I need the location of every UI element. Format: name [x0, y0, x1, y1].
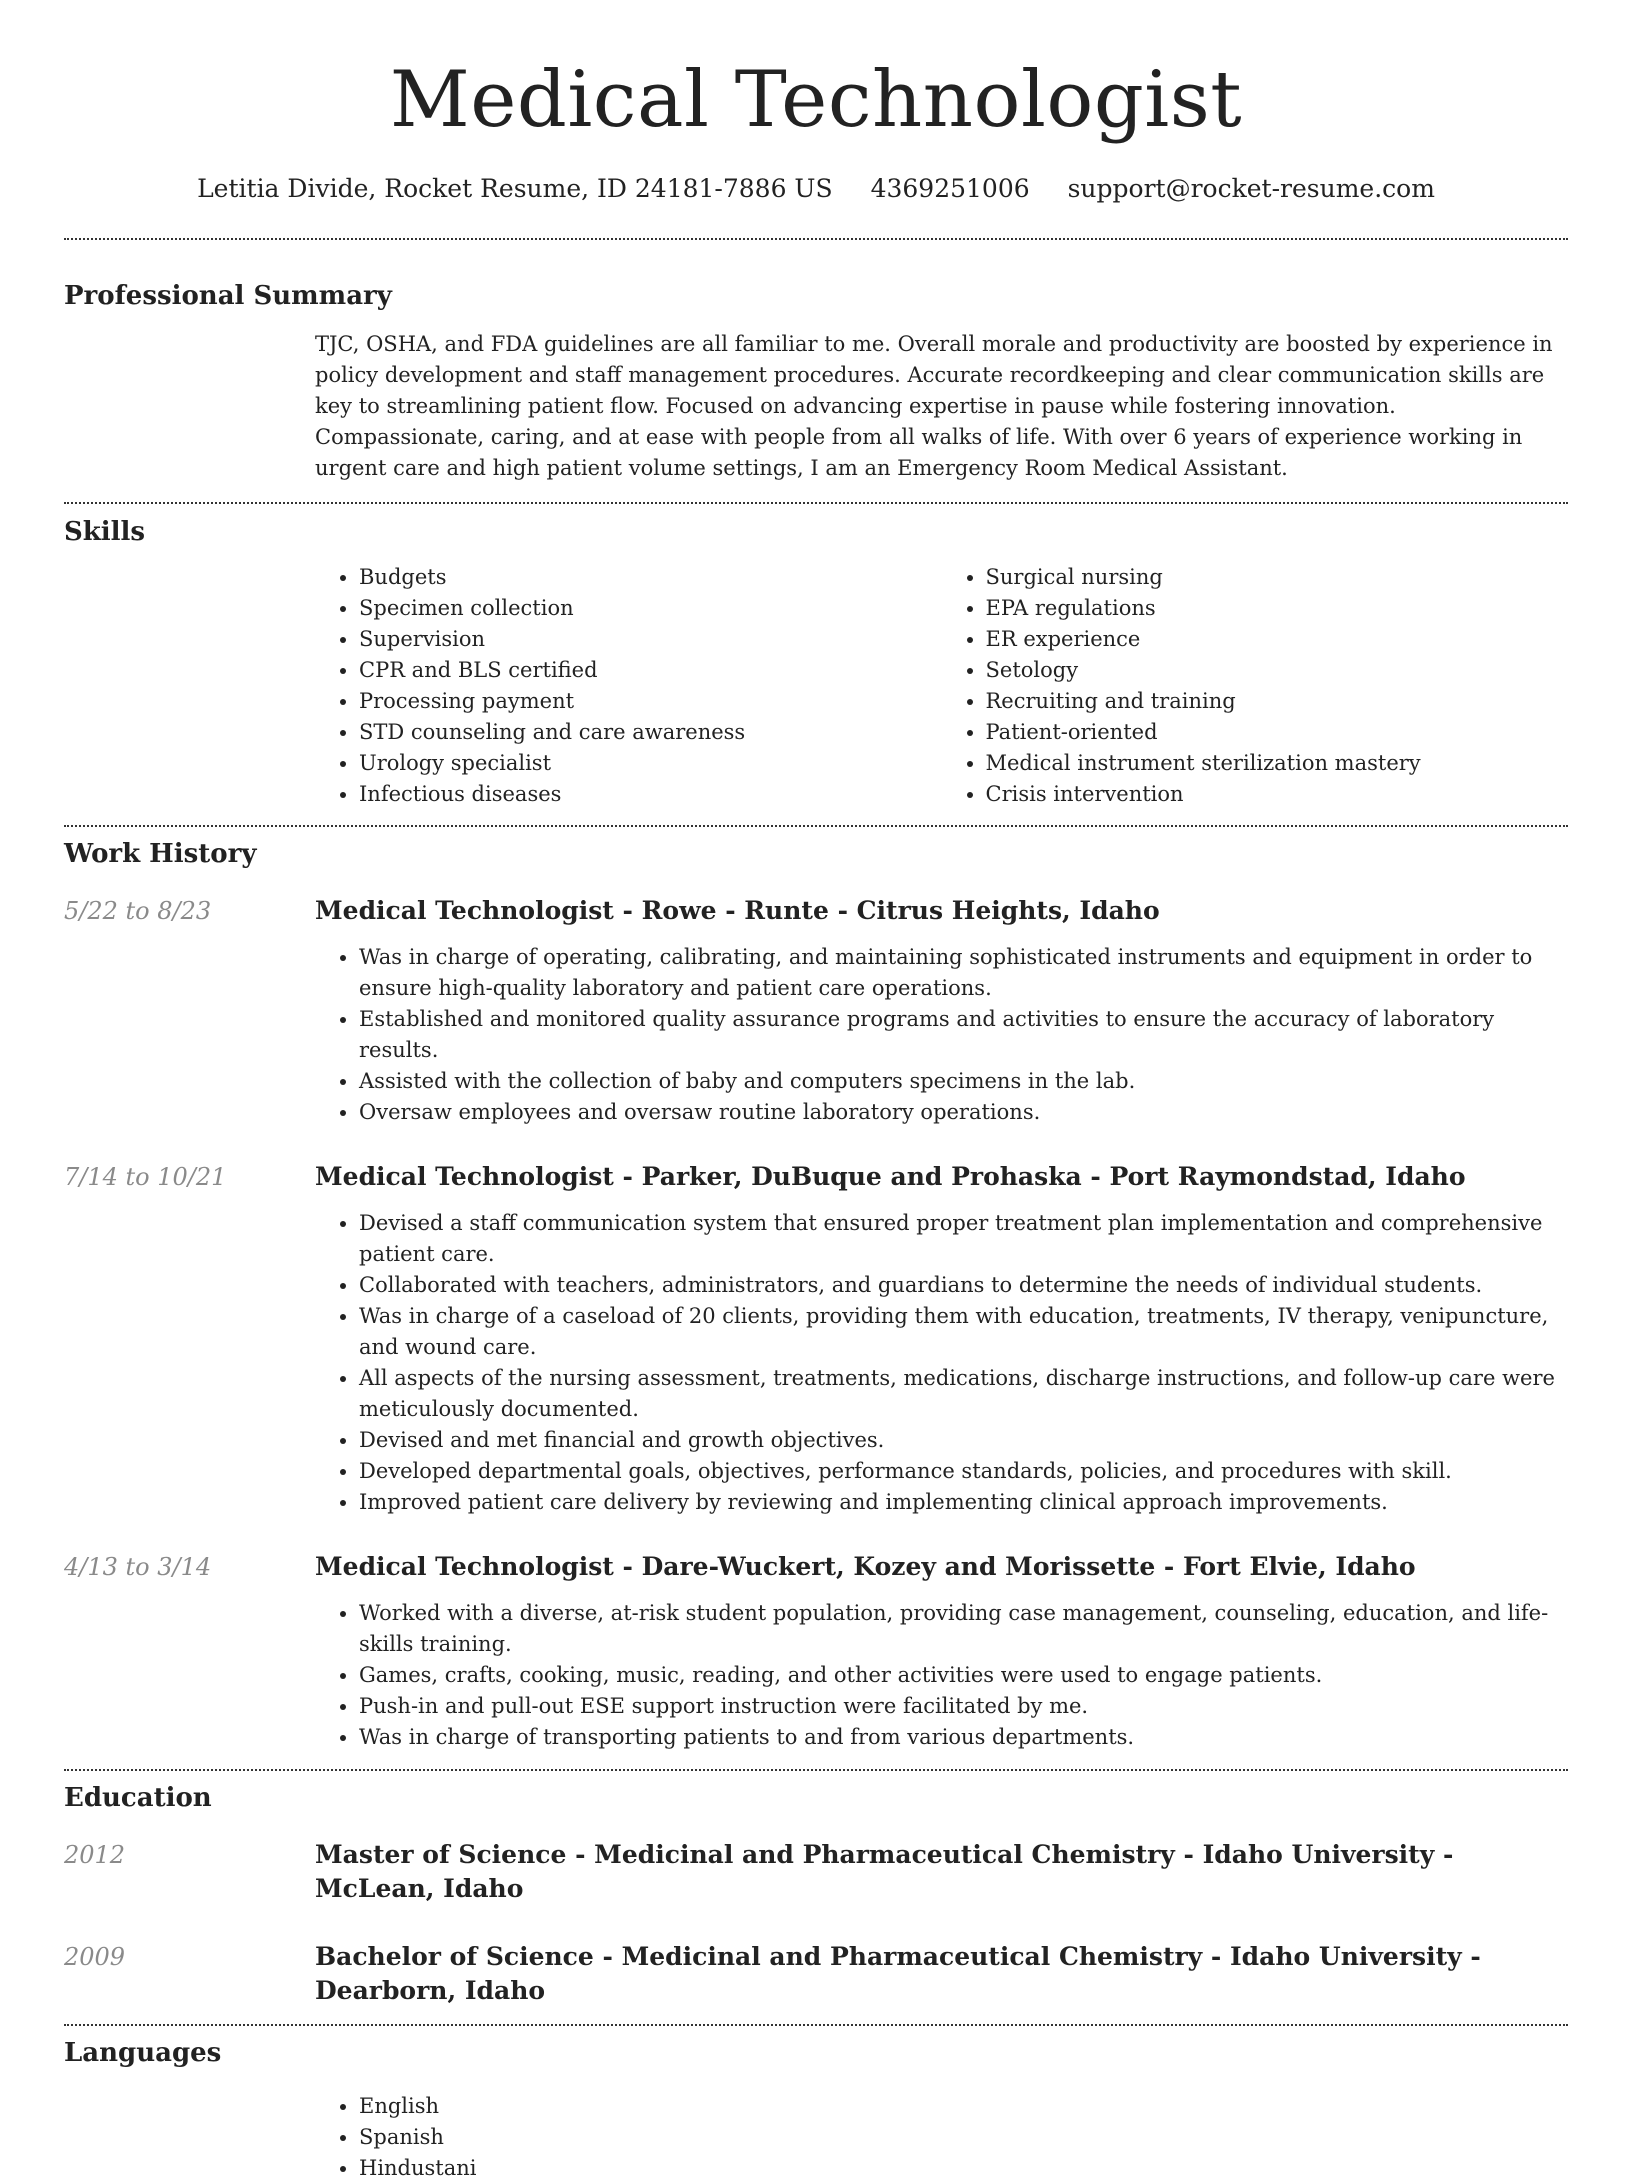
contact-phone: 4369251006	[870, 174, 1030, 203]
job-bullet: • All aspects of the nursing assessment, treatments, medications, discharge instructions, and follow-up care were meticulously documented.	[359, 1363, 1568, 1425]
skill-item: • Supervision	[359, 624, 942, 655]
language-item: • Spanish	[359, 2122, 1568, 2153]
job-bullets	[315, 1208, 1568, 1518]
languages-section	[64, 2035, 1568, 2184]
skills-section	[64, 514, 1568, 810]
job-entry	[64, 1550, 1568, 1753]
section-divider	[64, 238, 1568, 240]
language-item: • Hindustani	[359, 2153, 1568, 2184]
job-bullet: • Assisted with the collection of baby and computers specimens in the lab.	[359, 1066, 1568, 1097]
job-bullet: • Collaborated with teachers, administrators, and guardians to determine the needs of individual students.	[359, 1270, 1568, 1301]
education-title: Education	[64, 1783, 212, 1813]
education-entry	[64, 1940, 1568, 2008]
job-date: 7/14 to 10/21	[64, 1163, 227, 1191]
job-bullets	[315, 1598, 1568, 1753]
education-year: 2012	[64, 1841, 126, 1869]
section-divider	[64, 502, 1568, 504]
education-section	[64, 1780, 1568, 2008]
contact-address: Letitia Divide, Rocket Resume, ID 24181-7886 US	[197, 174, 833, 203]
job-bullet: • Improved patient care delivery by reviewing and implementing clinical approach improvements.	[359, 1487, 1568, 1518]
work-history-title: Work History	[64, 839, 257, 869]
job-entry	[64, 894, 1568, 1128]
job-entry	[64, 1160, 1568, 1518]
summary-text: TJC, OSHA, and FDA guidelines are all familiar to me. Overall morale and productivity are boosted by experience in policy development and staff management procedures. Accurate recordkeeping and clear communication skills are key to streamlining patient flow. Focused on advancing expertise in pause while fostering innovation. Compassionate, caring, and at ease with people from all walks of life. With over 6 years of experience working in urgent care and high patient volume settings, I am an Emergency Room Medical Assistant.	[315, 332, 1553, 480]
skills-list-left	[315, 562, 942, 810]
job-title: Medical Technologist - Dare-Wuckert, Kozey and Morissette - Fort Elvie, Idaho	[315, 1552, 1416, 1581]
section-divider	[64, 2024, 1568, 2026]
job-bullet: • Was in charge of operating, calibrating, and maintaining sophisticated instruments and equipment in order to ensure high-quality laboratory and patient care operations.	[359, 942, 1568, 1004]
skill-item: • Urology specialist	[359, 748, 942, 779]
resume-page	[64, 0, 1568, 2184]
skill-item: • Infectious diseases	[359, 779, 942, 810]
job-bullet: • Developed departmental goals, objectives, performance standards, policies, and procedures with skill.	[359, 1456, 1568, 1487]
summary-title: Professional Summary	[64, 281, 392, 311]
skill-item: • EPA regulations	[986, 593, 1569, 624]
job-bullet: • Worked with a diverse, at-risk student population, providing case management, counseling, education, and life-skills training.	[359, 1598, 1568, 1660]
education-entry	[64, 1838, 1568, 1906]
job-bullet: • Devised and met financial and growth objectives.	[359, 1425, 1568, 1456]
skill-item: • CPR and BLS certified	[359, 655, 942, 686]
skill-item: • Processing payment	[359, 686, 942, 717]
job-bullets	[315, 942, 1568, 1128]
job-date: 5/22 to 8/23	[64, 897, 212, 925]
summary-section	[64, 278, 1568, 484]
job-bullet: • Push-in and pull-out ESE support instruction were facilitated by me.	[359, 1691, 1568, 1722]
work-history-section	[64, 836, 1568, 1753]
job-bullet: • Oversaw employees and oversaw routine laboratory operations.	[359, 1097, 1568, 1128]
language-item: • English	[359, 2091, 1568, 2122]
contact-line	[64, 172, 1568, 206]
education-degree: Bachelor of Science - Medicinal and Pharmaceutical Chemistry - Idaho University - Dearborn, Idaho	[315, 1942, 1481, 2005]
job-bullet: • Was in charge of transporting patients to and from various departments.	[359, 1722, 1568, 1753]
skill-item: • Setology	[986, 655, 1569, 686]
job-date: 4/13 to 3/14	[64, 1553, 212, 1581]
skill-item: • Budgets	[359, 562, 942, 593]
skill-item: • Medical instrument sterilization mastery	[986, 748, 1569, 779]
languages-list	[315, 2091, 1568, 2184]
contact-email: support@rocket-resume.com	[1067, 174, 1435, 203]
section-divider	[64, 1769, 1568, 1771]
job-title: Medical Technologist - Parker, DuBuque and Prohaska - Port Raymondstad, Idaho	[315, 1162, 1466, 1191]
skills-list-right	[942, 562, 1569, 810]
resume-name: Medical Technologist	[389, 55, 1243, 145]
job-bullet: • Was in charge of a caseload of 20 clients, providing them with education, treatments, IV therapy, venipuncture, and wound care.	[359, 1301, 1568, 1363]
skill-item: • STD counseling and care awareness	[359, 717, 942, 748]
education-year: 2009	[64, 1943, 126, 1971]
skill-item: • Specimen collection	[359, 593, 942, 624]
skill-item: • Recruiting and training	[986, 686, 1569, 717]
skills-title: Skills	[64, 517, 146, 547]
skill-item: • Patient-oriented	[986, 717, 1569, 748]
skill-item: • ER experience	[986, 624, 1569, 655]
job-bullet: • Devised a staff communication system that ensured proper treatment plan implementation and comprehensive patient care.	[359, 1208, 1568, 1270]
languages-title: Languages	[64, 2038, 222, 2068]
section-divider	[64, 825, 1568, 827]
job-title: Medical Technologist - Rowe - Runte - Citrus Heights, Idaho	[315, 896, 1160, 925]
skill-item: • Crisis intervention	[986, 779, 1569, 810]
job-bullet: • Games, crafts, cooking, music, reading, and other activities were used to engage patients.	[359, 1660, 1568, 1691]
skill-item: • Surgical nursing	[986, 562, 1569, 593]
education-degree: Master of Science - Medicinal and Pharmaceutical Chemistry - Idaho University - McLean, Idaho	[315, 1840, 1454, 1903]
job-bullet: • Established and monitored quality assurance programs and activities to ensure the accuracy of laboratory results.	[359, 1004, 1568, 1066]
